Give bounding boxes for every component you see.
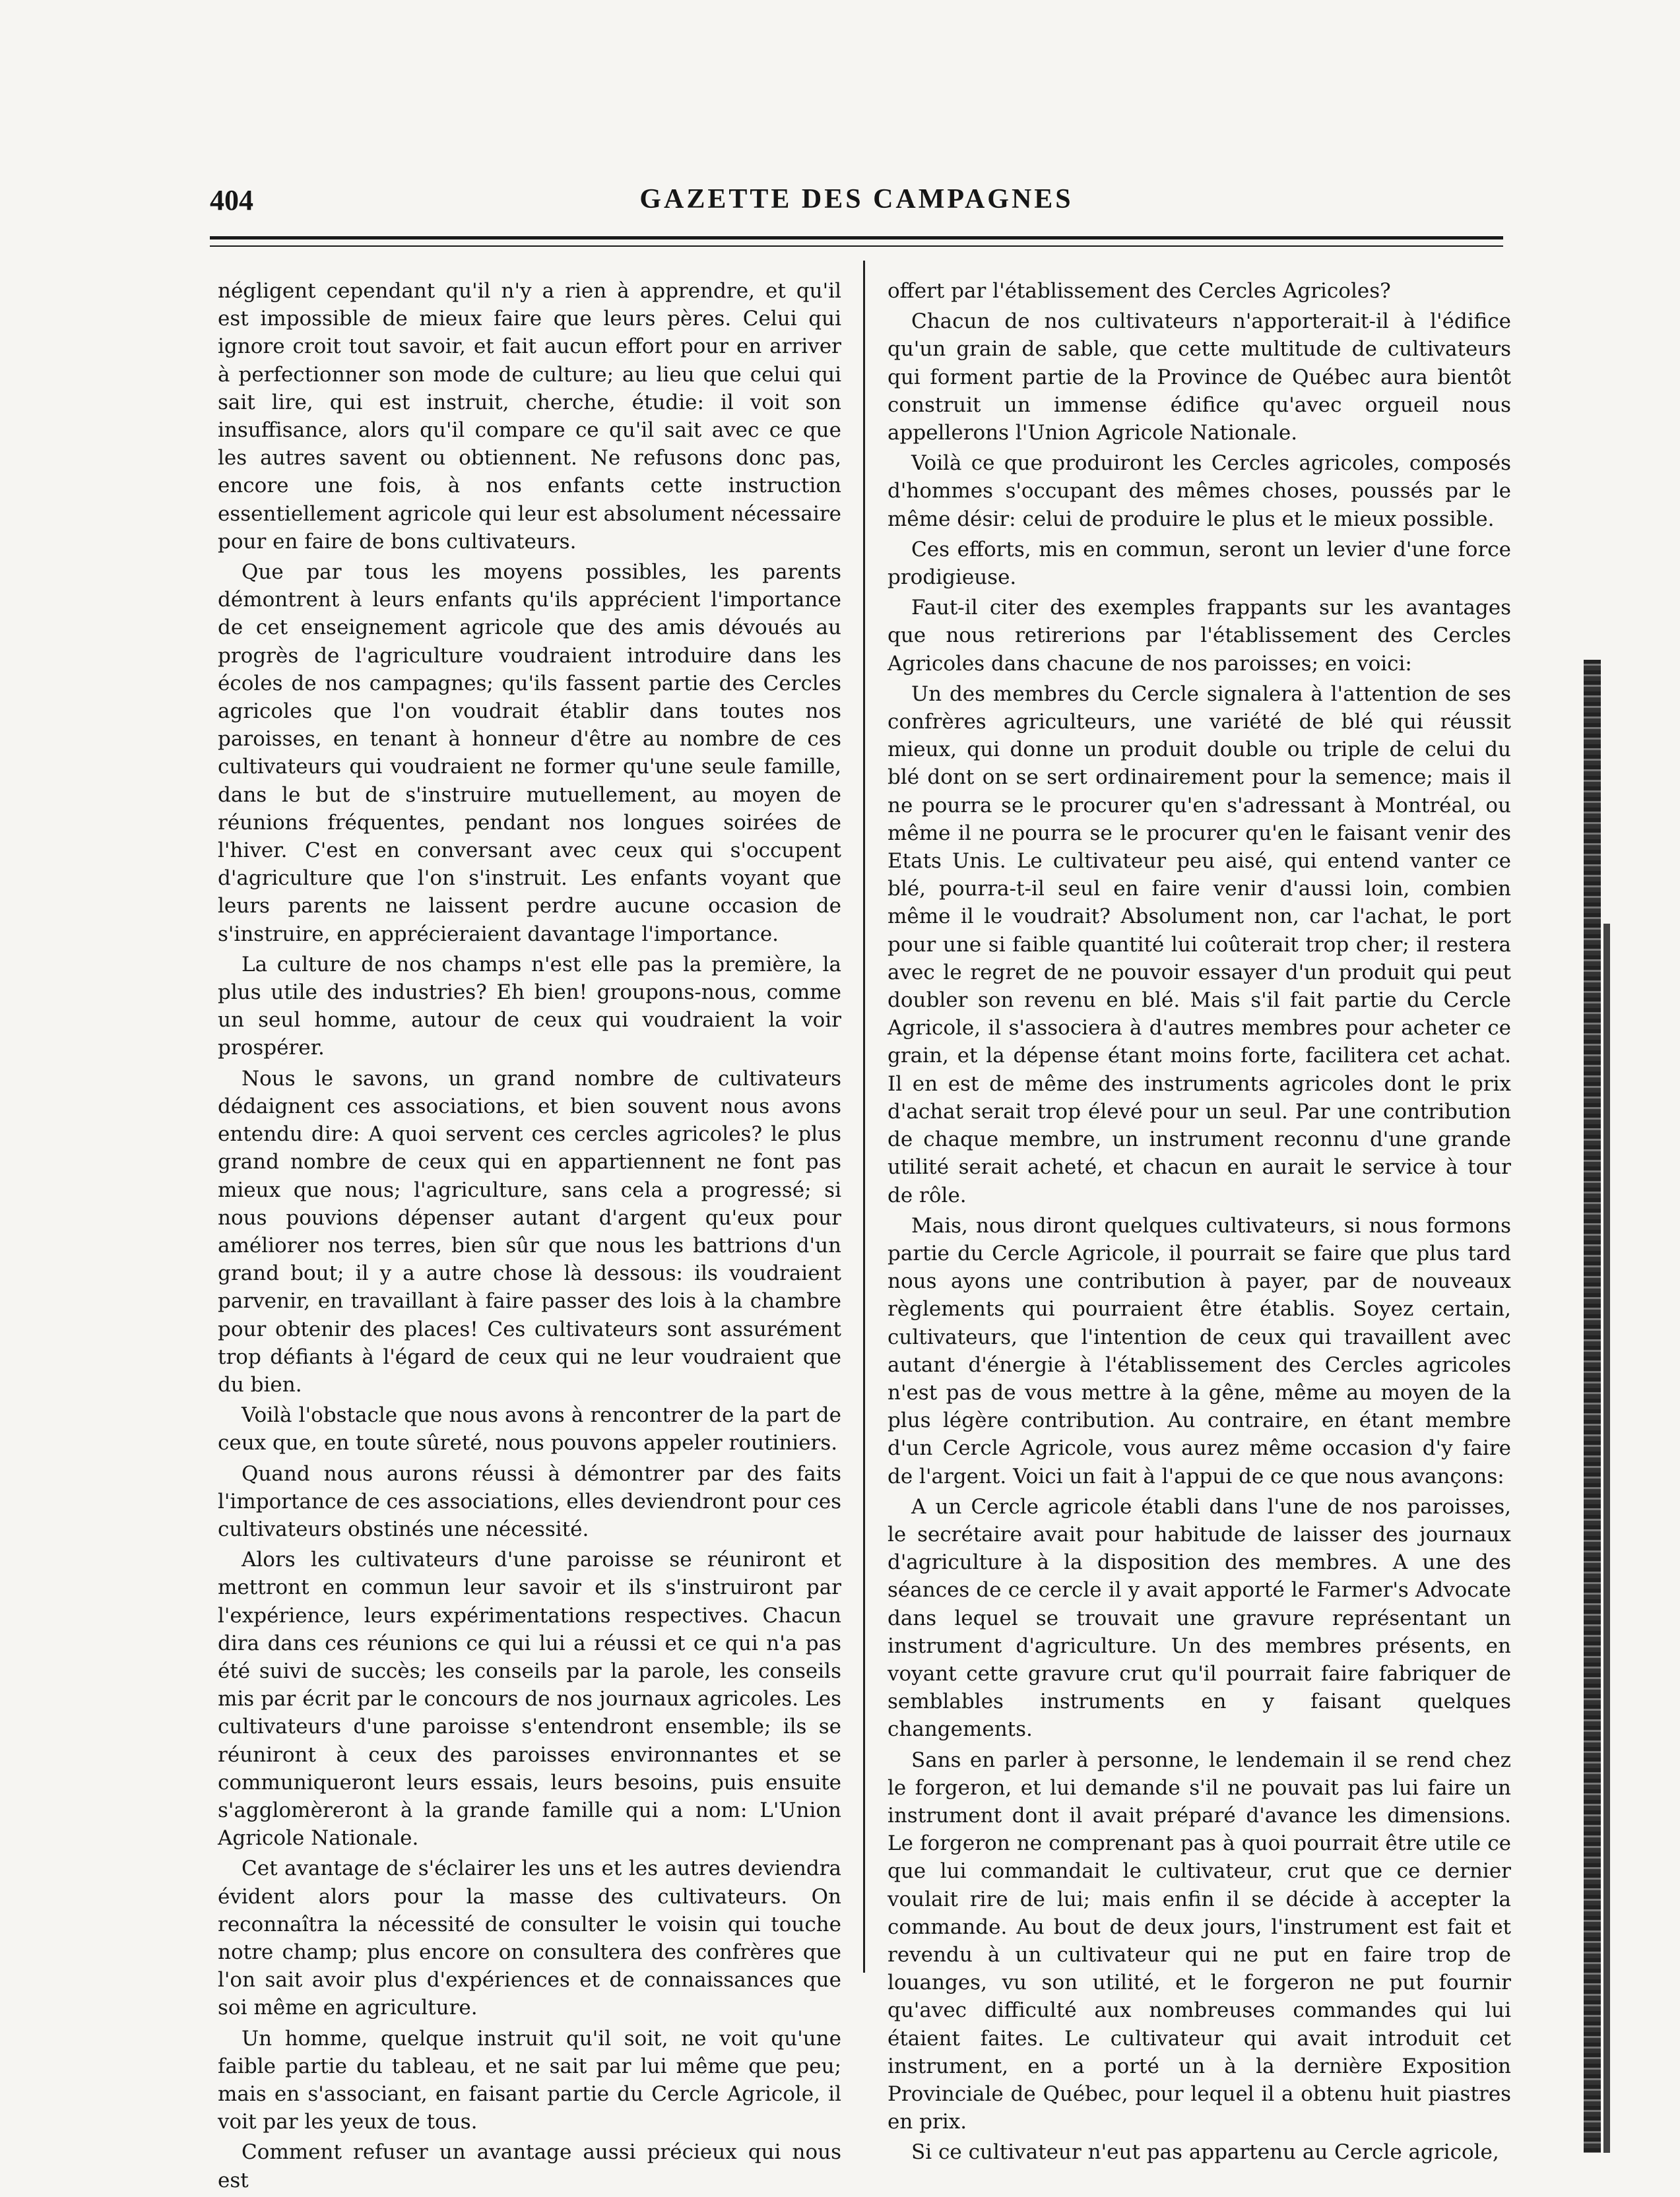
running-title: GAZETTE DES CAMPAGNES (639, 184, 1074, 214)
paragraph: Cet avantage de s'éclairer les uns et les autres deviendra évident alors pour la masse des cultivateurs. On reconnaîtra la nécessité de consulter le voisin qui touche notre champ; plus encore on consultera des confrères que l'on sait avoir plus d'expériences et de connaissances que soi même en agriculture. (218, 1857, 841, 2020)
paragraph: La culture de nos champs n'est elle pas la première, la plus utile des industries? Eh bien! groupons-nous, comme un seul homme, autour de ceux qui voudraient la voir prospérer. (218, 952, 841, 1060)
paragraph: Voilà ce que produiront les Cercles agricoles, composés d'hommes s'occupant des mêmes choses, poussés par le même désir: celui de produire le plus et le mieux possible. (888, 451, 1511, 531)
paragraph: Un homme, quelque instruit qu'il soit, ne voit qu'une faible partie du tableau, et ne sait par lui même que peu; mais en s'associant, en faisant partie du Cercle Agricole, il voit par les yeux de tous. (218, 2026, 841, 2134)
paragraph: Alors les cultivateurs d'une paroisse se réuniront et mettront en commun leur savoir et ils s'instruiront par l'expérience, leurs expérimentations respectives. Chacun dira dans ces réunions ce qui lui a réussi et ce qui n'a pas été suivi de succès; les conseils par la parole, les conseils mis par écrit par le concours de nos journaux agricoles. Les cultivateurs d'une paroisse s'entendront ensemble; ils se réuniront à ceux des paroisses environnantes et se communiqueront leurs essais, leurs besoins, puis ensuite s'agglomèreront à la grande famille qui a nom: L'Union Agricole Nationale. (218, 1548, 841, 1851)
paragraph: Quand nous aurons réussi à démontrer par des faits l'importance de ces associations, elles deviendront pour ces cultivateurs obstinés une nécessité. (218, 1461, 841, 1541)
column-divider (863, 261, 865, 1973)
right-column (888, 277, 1511, 2169)
paragraph: A un Cercle agricole établi dans l'une de nos paroisses, le secrétaire avait pour habitude de laisser des journaux d'agriculture à la disposition des membres. A une des séances de ce cercle il y avait apporté le Farmer's Advocate dans lequel se trouvait une gravure représentant un instrument d'agriculture. Un des membres présents, en voyant cette gravure crut qu'il pourrait faire fabriquer de semblables instruments en y faisant quelques changements. (888, 1494, 1511, 1742)
paragraph: Voilà l'obstacle que nous avons à rencontrer de la part de ceux que, en toute sûreté, nous pouvons appeler routiniers. (218, 1403, 841, 1455)
paragraph: Faut-il citer des exemples frappants sur les avantages que nous retirerions par l'établissement des Cercles Agricoles dans chacune de nos paroisses; en voici: (888, 596, 1511, 676)
paragraph: négligent cependant qu'il n'y a rien à apprendre, et qu'il est impossible de mieux faire que leurs pères. Celui qui ignore croit tout savoir, et fait aucun effort pour en arriver à perfectionner son mode de culture; au lieu que celui qui sait lire, qui est instruit, cherche, étudie: il voit son insuffisance, alors qu'il compare ce qu'il sait avec ce que les autres savent ou obtiennent. Ne refusons donc pas, encore une fois, à nos enfants cette instruction essentiellement agricole qui leur est absolument nécessaire pour en faire de bons cultivateurs. (218, 279, 841, 554)
paragraph: Que par tous les moyens possibles, les parents démontrent à leurs enfants qu'ils apprécient l'importance de cet enseignement agricole que des amis dévoués au progrès de l'agriculture voudraient introduire dans les écoles de nos campagnes; qu'ils fassent partie des Cercles agricoles que l'on voudrait établir dans toutes nos paroisses, en tenant à honneur d'être au nombre de ces cultivateurs qui voudraient ne former qu'une seule famille, dans le but de s'instruire mutuellement, au moyen de réunions fréquentes, pendant nos longues soirées de l'hiver. C'est en conversant avec ceux qui s'occupent d'agriculture que l'on s'instruit. Les enfants voyant que leurs parents ne laissent perdre aucune occasion de s'instruire, en apprécieraient davantage l'importance. (218, 560, 841, 946)
paragraph: Si ce cultivateur n'eut pas appartenu au Cercle agricole, (911, 2140, 1499, 2165)
scan-edge-artifact (1584, 660, 1601, 2153)
paragraph: Mais, nous diront quelques cultivateurs, si nous formons partie du Cercle Agricole, il pourrait se faire que plus tard nous ayons une contribution à payer, par de nouveaux règlements qui pourraient être établis. Soyez certain, cultivateurs, que l'intention de ceux qui travaillent avec autant d'énergie à l'établissement des Cercles agricoles n'est pas de vous mettre à la gêne, même au moyen de la plus légère contribution. Au contraire, en étant membre d'un Cercle Agricole, vous aurez même occasion d'y faire de l'argent. Voici un fait à l'appui de ce que nous avançons: (888, 1213, 1511, 1488)
paragraph: Nous le savons, un grand nombre de cultivateurs dédaignent ces associations, et bien souvent nous avons entendu dire: A quoi servent ces cercles agricoles? le plus grand nombre de ceux qui en appartiennent ne font pas mieux que nous; l'agriculture, sans cela a progressé; si nous pouvions dépenser autant d'argent qu'eux pour améliorer nos terres, bien sûr que nous les battrions d'un grand bout; il y a autre chose là dessous: ils voudraient parvenir, en travaillant à faire passer des lois à la chambre pour obtenir des places! Ces cultivateurs sont assurément trop défiants à l'égard de ceux qui ne leur voudraient que du bien. (218, 1066, 841, 1397)
paragraph: Comment refuser un avantage aussi précieux qui nous est (218, 2140, 841, 2192)
header-rule (210, 236, 1503, 239)
page-number: 404 (210, 184, 253, 216)
page-header (210, 183, 1503, 230)
left-column (218, 277, 841, 2197)
paragraph: Ces efforts, mis en commun, seront un levier d'une force prodigieuse. (888, 537, 1511, 590)
paragraph: Chacun de nos cultivateurs n'apporterait-il à l'édifice qu'un grain de sable, que cette multitude de cultivateurs qui forment partie de la Province de Québec aura bientôt construit un immense édifice qu'avec orgueil nous appellerons l'Union Agricole Nationale. (888, 309, 1511, 445)
scan-edge-artifact (1603, 924, 1610, 2153)
paragraph: Sans en parler à personne, le lendemain il se rend chez le forgeron, et lui demande s'il ne pouvait pas lui faire un instrument dont il avait préparé d'avance les dimensions. Le forgeron ne comprenant pas à quoi pourrait être utile ce que lui commandait le cultivateur, crut que ce dernier voulait rire de lui; mais enfin il se décide à accepter la commande. Au bout de deux jours, l'instrument est fait et revendu à un cultivateur qui ne put en faire trop de louanges, vu son utilité, et le forgeron ne put fournir qu'avec difficulté aux nombreuses commandes qui lui étaient faites. Le cultivateur qui avait introduit cet instrument, en a porté un à la dernière Exposition Provinciale de Québec, pour lequel il a obtenu huit piastres en prix. (888, 1748, 1511, 2134)
header-rule-thin (210, 245, 1503, 247)
paragraph: Un des membres du Cercle signalera à l'attention de ses confrères agriculteurs, une variété de blé qui réussit mieux, qui donne un produit double ou triple de celui du blé dont on se sert ordinairement pour la semence; mais il ne pourra se le procurer qu'en s'adressant à Montréal, ou même il ne pourra se le procurer qu'en le faisant venir des Etats Unis. Le cultivateur peu aisé, qui entend vanter ce blé, pourra-t-il seul en faire venir d'aussi loin, combien même il le voudrait? Absolument non, car l'achat, le port pour une si faible quantité lui coûterait trop cher; il restera avec le regret de ne pouvoir essayer d'un produit qui peut doubler son revenu en blé. Mais s'il fait partie du Cercle Agricole, il s'associera à d'autres membres pour acheter ce grain, et la dépense étant moins forte, facilitera cet achat. Il en est de même des instruments agricoles dont le prix d'achat serait trop élevé pour un seul. Par une contribution de chaque membre, un instrument reconnu d'une grande utilité serait acheté, et chacun en aurait le service à tour de rôle. (888, 682, 1511, 1207)
paragraph: offert par l'établissement des Cercles Agricoles? (888, 279, 1391, 303)
